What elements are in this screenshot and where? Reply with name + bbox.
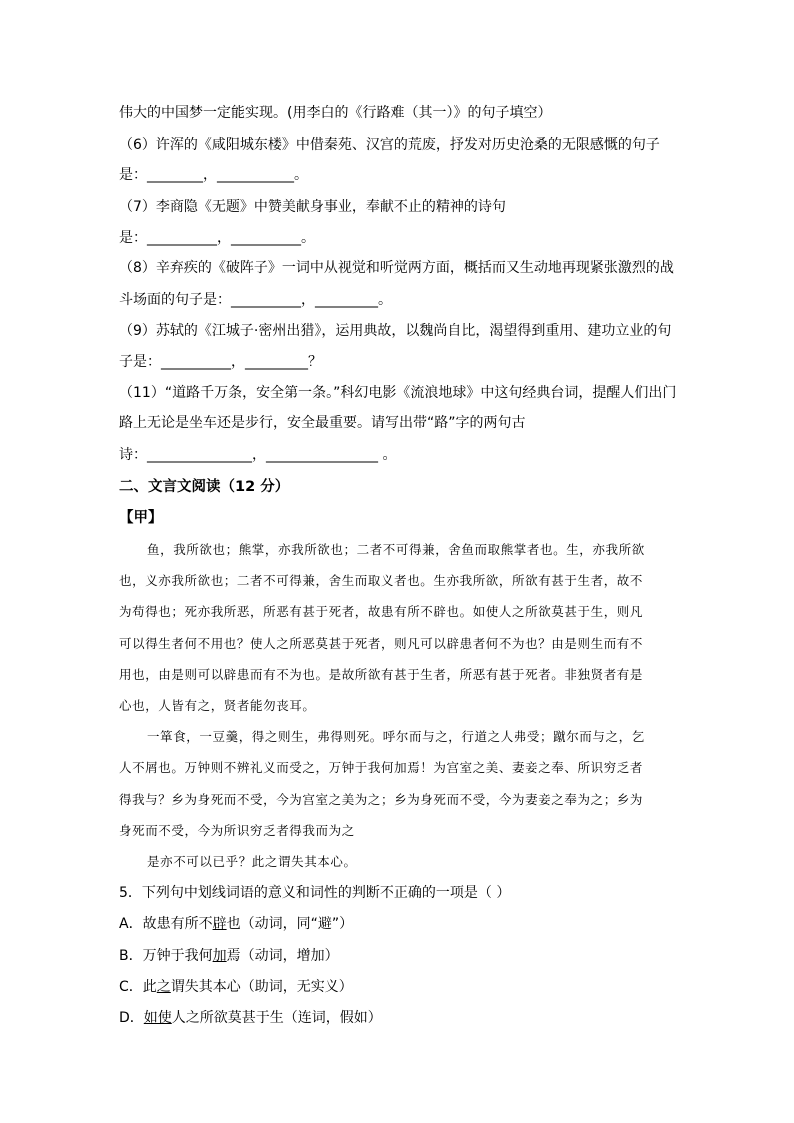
option-a [119, 914, 679, 934]
passage-line: 得我与？乡为身死而不受，今为宫室之美为之；乡为身死而不受，今为妻妾之奉为之；乡为 [119, 792, 644, 807]
question-7-line-1: （7）李商隐《无题》中赞美献身事业，奉献不止的精神的诗句 [119, 199, 506, 215]
passage-line: 也，义亦我所欲也；二者不可得兼，舍生而取义者也。生亦我所欲，所欲有甚于生者，故不 [119, 573, 644, 588]
option-d-underlined: 如使 [143, 1010, 172, 1026]
option-c-underlined: 之 [156, 979, 171, 995]
question-6-line-2: 是：________，___________。 [119, 167, 308, 183]
option-c-text: C．此 [119, 979, 157, 995]
passage-line: 鱼，我所欲也；熊掌，亦我所欲也；二者不可得兼，舍鱼而取熊掌者也。生，亦我所欲 [147, 542, 645, 557]
question-8-line-2: 斗场面的句子是：__________，_________。 [119, 292, 392, 308]
poetry-line-1: 伟大的中国梦一定能实现。(用李白的《行路难（其一）》的句子填空） [119, 105, 552, 121]
option-b-underlined: 加 [212, 948, 227, 964]
passage-line: 为苟得也；死亦我所恶，所恶有甚于死者，故患有所不辟也。如使人之所欲莫甚于生，则凡 [119, 604, 644, 619]
option-d-note: 人之所欲莫甚于生（连词，假如） [171, 1010, 382, 1026]
passage-label: 【甲】 [119, 510, 163, 526]
option-a-note: 也（动词，同“避”） [226, 916, 354, 932]
passage-line: 人不屑也。万钟则不辨礼义而受之，万钟于我何加焉！为宫室之美、妻妾之奉、所识穷乏者 [119, 760, 644, 775]
option-b-note: 焉（动词，增加） [226, 948, 339, 964]
question-5-stem: 5．下列句中划线词语的意义和词性的判断不正确的一项是（ ） [119, 885, 511, 901]
option-c-note: 谓失其本心（助词，无实义） [170, 979, 353, 995]
question-9-line-2: 子是：__________，_________？ [119, 354, 322, 370]
passage-line: 身死而不受，今为所识穷乏者得我而为之 [119, 823, 355, 838]
option-b-text: B．万钟于我何 [119, 948, 213, 964]
question-11-line-1: （11）“道路千万条，安全第一条。”科幻电影《流浪地球》中这句经典台词，提醒人们出门 [119, 385, 677, 401]
passage-line: 是亦不可以已乎？此之谓失其本心。 [147, 854, 357, 869]
option-a-underlined: 辟 [212, 916, 227, 932]
option-d [119, 1008, 679, 1028]
question-7-line-2: 是：__________，__________。 [119, 230, 315, 246]
passage-line: 心也，人皆有之，贤者能勿丧耳。 [119, 698, 316, 713]
option-a-text: A．故患有所不 [119, 916, 213, 932]
passage-line: 可以得生者何不用也？使人之所恶莫甚于死者，则凡可以辟患者何不为也？由是则生而有不 [119, 636, 644, 651]
passage-line: 一箪食，一豆羹，得之则生，弗得则死。呼尔而与之，行道之人弗受；蹴尔而与之，乞 [147, 729, 645, 744]
question-8-line-1: （8）辛弃疾的《破阵子》一词中从视觉和听觉两方面，概括而又生动地再现紧张激烈的战 [119, 260, 674, 276]
passage-line: 用也，由是则可以辟患而有不为也。是故所欲有甚于生者，所恶有甚于死者。非独贤者有是 [119, 667, 644, 682]
question-6-line-1: （6）许浑的《咸阳城东楼》中借秦苑、汉宫的荒废，抒发对历史沧桑的无限感慨的句子 [119, 137, 660, 153]
question-11-line-2: 路上无论是坐车还是步行，安全最重要。请写出带“路”字的两句古 [119, 415, 526, 431]
question-9-line-1: （9）苏轼的《江城子·密州出猎》，运用典故，以魏尚自比，渴望得到重用、建功立业的句 [119, 323, 672, 339]
option-c [119, 977, 679, 997]
section-2-heading: 二、文言文阅读（12 分） [119, 479, 290, 495]
option-d-text: D． [119, 1010, 144, 1026]
option-b [119, 946, 679, 966]
question-11-line-3: 诗：_______________，________________ 。 [119, 447, 397, 463]
